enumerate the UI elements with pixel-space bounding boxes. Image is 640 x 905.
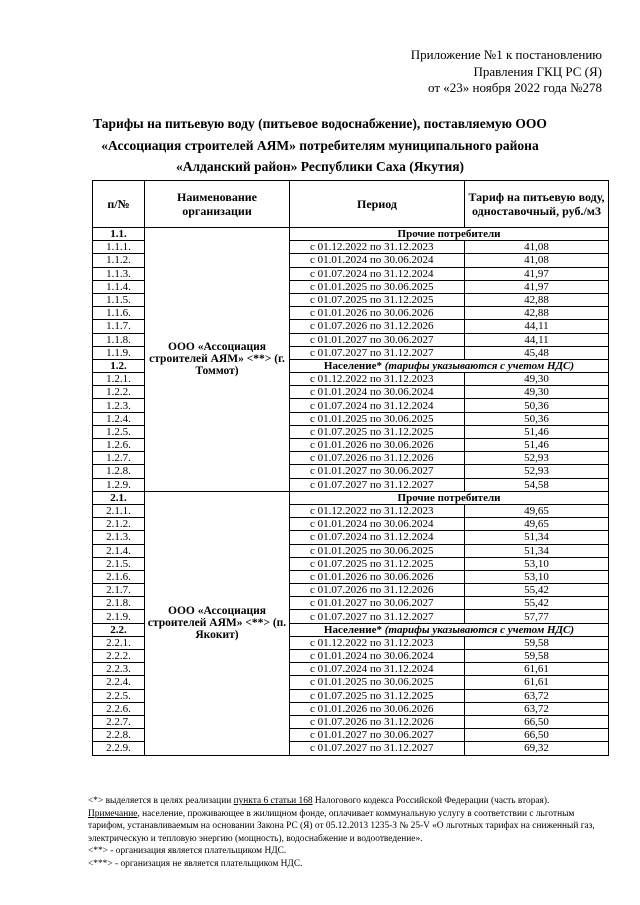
tariff-cell: 44,11: [465, 320, 609, 333]
footnote-1-text-b: Налогового кодекса Российской Федерации (часть вторая).: [312, 796, 550, 806]
period-cell: с 01.01.2024 по 30.06.2024: [290, 650, 465, 663]
header-period: Период: [290, 181, 465, 228]
consumer-group: Прочие потребители: [290, 491, 609, 504]
footnote-1-text-a: <*> выделяется в целях реализации: [88, 796, 234, 806]
row-number: 1.1.9.: [93, 346, 145, 359]
footnote-1: [88, 795, 608, 808]
period-cell: с 01.07.2027 по 31.12.2027: [290, 346, 465, 359]
footnote-3: <**> - организация является плательщиком НДС.: [88, 846, 287, 857]
tariff-cell: 41,97: [465, 280, 609, 293]
tariff-cell: 55,42: [465, 584, 609, 597]
tariff-cell: 53,10: [465, 570, 609, 583]
period-cell: с 01.01.2025 по 30.06.2025: [290, 676, 465, 689]
period-cell: с 01.12.2022 по 31.12.2023: [290, 636, 465, 649]
approval-line-1: Приложение №1 к постановлению: [410, 47, 602, 62]
tariff-cell: 52,93: [465, 465, 609, 478]
period-cell: с 01.12.2022 по 31.12.2023: [290, 504, 465, 517]
approval-line-2: Правления ГКЦ РС (Я): [473, 63, 602, 79]
population-note: (тарифы указываются с учетом НДС): [384, 623, 575, 636]
tariff-cell: 50,36: [465, 412, 609, 425]
row-number: 1.2.8.: [93, 465, 145, 478]
period-cell: с 01.01.2024 по 30.06.2024: [290, 518, 465, 531]
tariff-cell: 51,46: [465, 425, 609, 438]
tariff-cell: 66,50: [465, 729, 609, 742]
title-line-3: «Алданский район» Республики Саха (Якутия): [175, 159, 465, 174]
row-number: 2.2.9.: [93, 742, 145, 755]
row-number: 1.1.2.: [93, 254, 145, 267]
population-label: Население*: [323, 623, 385, 636]
row-number: 1.1.8.: [93, 333, 145, 346]
row-number: 2.2.7.: [93, 715, 145, 728]
note-label: Примечание: [88, 808, 138, 819]
tariff-cell: 63,72: [465, 689, 609, 702]
tariff-cell: 52,93: [465, 452, 609, 465]
tariff-cell: 61,61: [465, 676, 609, 689]
row-number: 2.2.5.: [93, 689, 145, 702]
tariff-cell: 69,32: [465, 742, 609, 755]
footnotes: [88, 795, 608, 871]
row-number: 1.2.1.: [93, 373, 145, 386]
period-cell: с 01.12.2022 по 31.12.2023: [290, 241, 465, 254]
tariff-cell: 45,48: [465, 346, 609, 359]
row-number: 1.2.2.: [93, 386, 145, 399]
row-number: 2.1.3.: [93, 531, 145, 544]
period-cell: с 01.07.2027 по 31.12.2027: [290, 610, 465, 623]
row-number: 1.1.4.: [93, 280, 145, 293]
footnote-2: [88, 808, 608, 846]
period-cell: с 01.01.2027 по 30.06.2027: [290, 729, 465, 742]
row-number: 1.1.1.: [93, 241, 145, 254]
period-cell: с 01.01.2026 по 30.06.2026: [290, 439, 465, 452]
row-number: 2.1.6.: [93, 570, 145, 583]
period-cell: с 01.07.2027 по 31.12.2027: [290, 742, 465, 755]
tariff-table: [92, 180, 609, 756]
tariff-cell: 51,34: [465, 531, 609, 544]
tariff-cell: 59,58: [465, 650, 609, 663]
header-org: Наименование организации: [145, 181, 290, 228]
consumer-group: [290, 359, 609, 372]
section-number: 2.1.: [93, 491, 145, 504]
period-cell: с 01.07.2024 по 31.12.2024: [290, 531, 465, 544]
section-number: 2.2.: [93, 623, 145, 636]
tariff-cell: 59,58: [465, 636, 609, 649]
approval-line-3: от «23» ноября 2022 года №278: [428, 80, 602, 95]
row-number: 2.2.3.: [93, 663, 145, 676]
row-number: 1.2.5.: [93, 425, 145, 438]
consumer-group: [290, 623, 609, 636]
tariff-cell: 61,61: [465, 663, 609, 676]
title-line-2: «Ассоциация строителей АЯМ» потребителям муниципального района: [101, 137, 539, 153]
period-cell: с 01.01.2026 по 30.06.2026: [290, 702, 465, 715]
header-tariff: Тариф на питьевую воду, одноставочный, руб./м3: [465, 181, 609, 228]
row-number: 2.1.9.: [93, 610, 145, 623]
row-number: 1.2.4.: [93, 412, 145, 425]
document-title: [60, 113, 580, 178]
period-cell: с 01.07.2027 по 31.12.2027: [290, 478, 465, 491]
tax-code-link[interactable]: пункта 6 статьи 168: [233, 796, 313, 806]
tariff-cell: 49,65: [465, 518, 609, 531]
period-cell: с 01.12.2022 по 31.12.2023: [290, 373, 465, 386]
tariff-cell: 44,11: [465, 333, 609, 346]
period-cell: с 01.07.2024 по 31.12.2024: [290, 663, 465, 676]
tariff-cell: 41,08: [465, 254, 609, 267]
period-cell: с 01.07.2024 по 31.12.2024: [290, 399, 465, 412]
section-row: [93, 491, 609, 504]
row-number: 1.1.6.: [93, 307, 145, 320]
row-number: 2.1.1.: [93, 504, 145, 517]
row-number: 1.2.3.: [93, 399, 145, 412]
note-text: , население, проживающее в жилищном фонде, оплачивает коммунальную услугу в соответствии с льготным тарифом, устанавливаемым на основании Закона РС (Я) от 05.12.2013 1235-З № 25-V «О льготных тарифах на сниженный газ, электрическую и тепловую энергию (мощность), водоснабжение и водоотведение».: [88, 808, 595, 844]
tariff-cell: 49,30: [465, 386, 609, 399]
tariff-cell: 63,72: [465, 702, 609, 715]
tariff-cell: 66,50: [465, 715, 609, 728]
row-number: 1.2.7.: [93, 452, 145, 465]
row-number: 2.2.1.: [93, 636, 145, 649]
tariff-cell: 49,65: [465, 504, 609, 517]
period-cell: с 01.01.2024 по 30.06.2024: [290, 386, 465, 399]
row-number: 2.2.8.: [93, 729, 145, 742]
tariff-cell: 51,34: [465, 544, 609, 557]
period-cell: с 01.07.2024 по 31.12.2024: [290, 267, 465, 280]
title-line-1: Тарифы на питьевую воду (питьевое водоснабжение), поставляемую ООО: [93, 116, 547, 131]
row-number: 2.1.5.: [93, 557, 145, 570]
row-number: 2.2.4.: [93, 676, 145, 689]
period-cell: с 01.07.2026 по 31.12.2026: [290, 584, 465, 597]
tariff-cell: 54,58: [465, 478, 609, 491]
row-number: 1.1.3.: [93, 267, 145, 280]
period-cell: с 01.01.2025 по 30.06.2025: [290, 544, 465, 557]
row-number: 2.2.2.: [93, 650, 145, 663]
period-cell: с 01.01.2024 по 30.06.2024: [290, 254, 465, 267]
period-cell: с 01.07.2025 по 31.12.2025: [290, 293, 465, 306]
row-number: 2.1.4.: [93, 544, 145, 557]
tariff-cell: 42,88: [465, 307, 609, 320]
row-number: 1.2.9.: [93, 478, 145, 491]
row-number: 2.1.8.: [93, 597, 145, 610]
row-number: 1.1.5.: [93, 293, 145, 306]
approval-header: [411, 47, 602, 97]
tariff-cell: 53,10: [465, 557, 609, 570]
tariff-cell: 51,46: [465, 439, 609, 452]
table-header-row: [93, 181, 609, 228]
header-num: п/№: [93, 181, 145, 228]
footnote-4: <***> - организация не является плательщиком НДС.: [88, 858, 303, 869]
period-cell: с 01.07.2025 по 31.12.2025: [290, 425, 465, 438]
organization-name: ООО «Ассоциация строителей АЯМ» <**> (г. Томмот): [145, 228, 290, 492]
row-number: 2.1.2.: [93, 518, 145, 531]
period-cell: с 01.01.2025 по 30.06.2025: [290, 412, 465, 425]
tariff-cell: 57,77: [465, 610, 609, 623]
period-cell: с 01.01.2025 по 30.06.2025: [290, 280, 465, 293]
period-cell: с 01.01.2027 по 30.06.2027: [290, 597, 465, 610]
row-number: 2.2.6.: [93, 702, 145, 715]
period-cell: с 01.07.2026 по 31.12.2026: [290, 715, 465, 728]
period-cell: с 01.01.2027 по 30.06.2027: [290, 465, 465, 478]
period-cell: с 01.01.2026 по 30.06.2026: [290, 307, 465, 320]
tariff-cell: 41,97: [465, 267, 609, 280]
population-label: Население*: [323, 359, 385, 372]
tariff-cell: 50,36: [465, 399, 609, 412]
consumer-group: Прочие потребители: [290, 228, 609, 241]
population-note: (тарифы указываются с учетом НДС): [384, 359, 575, 372]
tariff-cell: 49,30: [465, 373, 609, 386]
period-cell: с 01.01.2026 по 30.06.2026: [290, 570, 465, 583]
period-cell: с 01.01.2027 по 30.06.2027: [290, 333, 465, 346]
row-number: 2.1.7.: [93, 584, 145, 597]
row-number: 1.1.7.: [93, 320, 145, 333]
section-number: 1.1.: [93, 228, 145, 241]
tariff-cell: 41,08: [465, 241, 609, 254]
period-cell: с 01.07.2025 по 31.12.2025: [290, 557, 465, 570]
period-cell: с 01.07.2025 по 31.12.2025: [290, 689, 465, 702]
period-cell: с 01.07.2026 по 31.12.2026: [290, 452, 465, 465]
tariff-cell: 42,88: [465, 293, 609, 306]
tariff-cell: 55,42: [465, 597, 609, 610]
row-number: 1.2.6.: [93, 439, 145, 452]
section-row: [93, 228, 609, 241]
organization-name: ООО «Ассоциация строителей АЯМ» <**> (п. Якокит): [145, 491, 290, 755]
section-number: 1.2.: [93, 359, 145, 372]
period-cell: с 01.07.2026 по 31.12.2026: [290, 320, 465, 333]
